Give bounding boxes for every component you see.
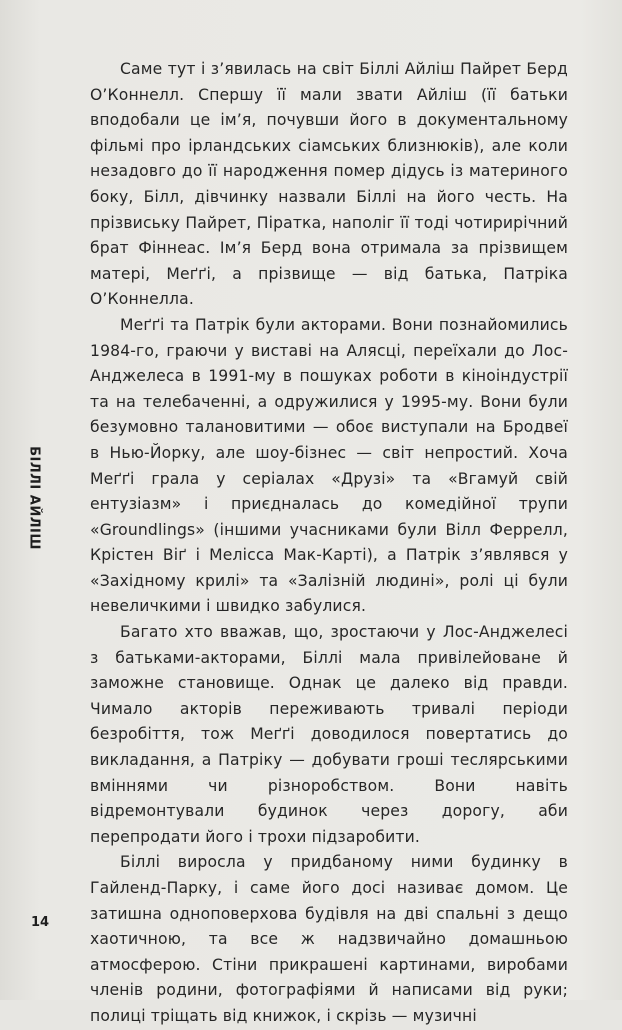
paragraph-4: Біллі виросла у придбаному ними будинку в Гайленд-Парку, і саме його досі називає домом. Це затишна одноповерхова будівля на дві спальні з дещо хаотичною, та все ж надзвичайно домашньою атмосферою. Стіни прикрашені картинами, виробами членів родини, фотографіями й написами від руки; полиці тріщать від книжок, і скрізь — музичні xyxy=(90,853,568,1025)
paragraph-1: Саме тут і з’явилась на світ Біллі Айліш Пайрет Берд О’Коннелл. Спершу її мали звати Айліш (її батьки вподобали це ім’я, почувши його в документальному фільмі про ірландських сіамських близнюків), але коли незадовго до її народження помер дідусь із материного боку, Білл, дівчинку назвали Біллі на його честь. На прізвиську Пайрет, Піратка, наполіг її тоді чотирирічний брат Фіннеас. Ім’я Берд вона отримала за прізвищем матері, Меґґі, а прізвище — від батька, Патріка О’Коннелла. xyxy=(90,60,568,309)
paragraph-3: Багато хто вважав, що, зростаючи у Лос-Анджелесі з батьками-акторами, Біллі мала привілейоване й заможне становище. Однак це далеко від правди. Чимало акторів переживають тривалі періоди безробіття, тож Меґґі доводилося повертатись до викладання, а Патріку — добувати гроші теслярськими вміннями чи різноробством. Вони навіть відремонтували будинок через дорогу, аби перепродати його і трохи підзаробити. xyxy=(90,623,568,846)
running-head-text: БІЛЛІ АЙЛІШ xyxy=(26,446,42,550)
running-head xyxy=(24,438,44,558)
paragraph-2: Меґґі та Патрік були акторами. Вони познайомились 1984-го, граючи у виставі на Алясці, переїхали до Лос-Анджелеса в 1991-му в пошуках роботи в кіноіндустрії та на телебаченні, а одружилися у 1995-му. Вони були безумовно талановитими — обоє виступали на Бродвеї в Нью-Йорку, але шоу-бізнес — світ непростий. Хоча Меґґі грала у серіалах «Друзі» та «Вгамуй свій ентузіазм» і приєдналась до комедійної трупи «Groundlings» (іншими учасниками були Вілл Феррелл, Крістен Віґ і Мелісса Мак-Карті), а Патрік з’являвся у «Західному крилі» та «Залізній людині», ролі ці були невеличкими і швидко забулися. xyxy=(90,315,568,616)
page-number: 14 xyxy=(31,915,50,930)
body-text xyxy=(90,57,568,1030)
